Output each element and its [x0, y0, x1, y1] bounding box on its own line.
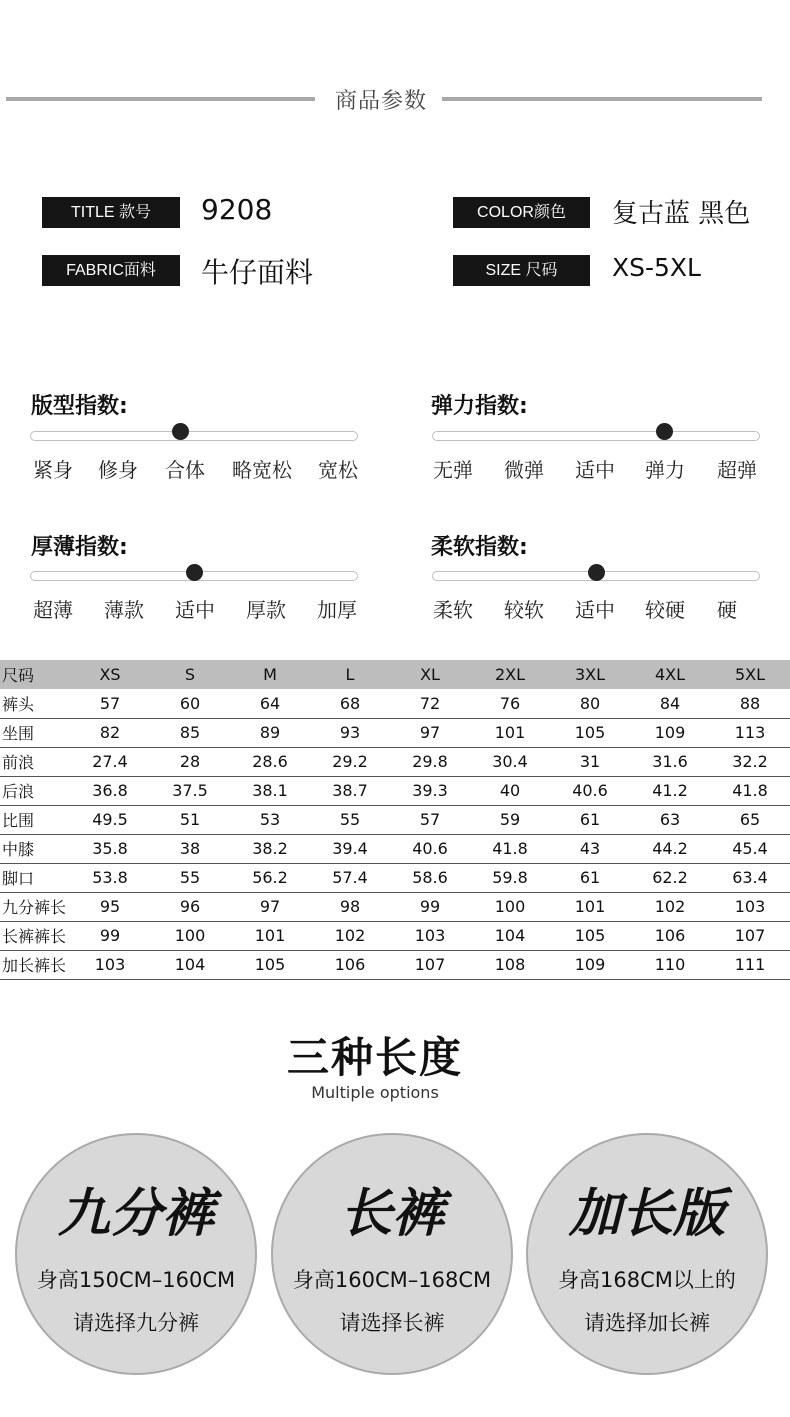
size-cell: 56.2	[230, 863, 310, 892]
stretch-option: 适中	[575, 458, 615, 482]
stretch-index-track	[432, 431, 760, 441]
thickness-option: 厚款	[246, 598, 286, 622]
size-cell: 96	[150, 892, 230, 921]
lengths-subtitle: Multiple options	[311, 1083, 439, 1102]
size-cell: 35.8	[70, 834, 150, 863]
size-cell: 98	[310, 892, 390, 921]
size-cell: 59.8	[470, 863, 550, 892]
size-table-row	[0, 776, 790, 805]
length-option-name: 九分裤	[57, 1184, 214, 1244]
thickness-option: 加厚	[317, 598, 357, 622]
size-header-cell: S	[150, 660, 230, 689]
size-cell: 30.4	[470, 747, 550, 776]
size-cell: 39.4	[310, 834, 390, 863]
size-cell: 38.2	[230, 834, 310, 863]
size-cell: 100	[150, 921, 230, 950]
size-cell: 101	[230, 921, 310, 950]
size-cell: 32.2	[710, 747, 790, 776]
fit-index-title: 版型指数:	[31, 394, 128, 419]
size-table-row	[0, 950, 790, 979]
size-row-label: 加长裤长	[0, 950, 70, 979]
size-cell: 38.1	[230, 776, 310, 805]
softness-option: 较硬	[645, 598, 685, 622]
size-cell: 39.3	[390, 776, 470, 805]
size-cell: 59	[470, 805, 550, 834]
size-cell: 107	[390, 950, 470, 979]
size-cell: 76	[470, 689, 550, 718]
size-table-row	[0, 805, 790, 834]
size-cell: 28	[150, 747, 230, 776]
size-cell: 105	[550, 718, 630, 747]
fit-option: 宽松	[318, 458, 358, 482]
size-cell: 95	[70, 892, 150, 921]
size-cell: 45.4	[710, 834, 790, 863]
size-cell: 38.7	[310, 776, 390, 805]
size-cell: 99	[390, 892, 470, 921]
size-cell: 109	[630, 718, 710, 747]
size-value: XS-5XL	[612, 253, 701, 282]
fit-index-track	[30, 431, 358, 441]
size-cell: 40.6	[550, 776, 630, 805]
size-cell: 41.8	[710, 776, 790, 805]
title-label: TITLE 款号	[42, 197, 180, 228]
size-cell: 103	[70, 950, 150, 979]
size-cell: 29.8	[390, 747, 470, 776]
fit-option: 合体	[165, 458, 205, 482]
size-cell: 57.4	[310, 863, 390, 892]
size-cell: 105	[230, 950, 310, 979]
size-header-cell: 2XL	[470, 660, 550, 689]
thickness-option: 适中	[175, 598, 215, 622]
length-option-regular[interactable]	[271, 1133, 513, 1375]
size-cell: 41.8	[470, 834, 550, 863]
size-cell: 37.5	[150, 776, 230, 805]
length-option-advice: 请选择加长裤	[584, 1311, 710, 1335]
title-value: 9208	[201, 193, 273, 226]
size-row-label: 比围	[0, 805, 70, 834]
size-cell: 41.2	[630, 776, 710, 805]
size-cell: 51	[150, 805, 230, 834]
size-cell: 40	[470, 776, 550, 805]
size-cell: 61	[550, 805, 630, 834]
size-cell: 103	[390, 921, 470, 950]
size-cell: 105	[550, 921, 630, 950]
size-cell: 40.6	[390, 834, 470, 863]
size-cell: 58.6	[390, 863, 470, 892]
softness-index-knob	[588, 564, 605, 581]
size-cell: 61	[550, 863, 630, 892]
header-divider-right	[442, 97, 762, 101]
size-header-cell: XS	[70, 660, 150, 689]
section-title: 商品参数	[334, 89, 427, 114]
size-cell: 88	[710, 689, 790, 718]
size-cell: 38	[150, 834, 230, 863]
size-cell: 106	[310, 950, 390, 979]
stretch-option: 超弹	[717, 458, 757, 482]
size-row-label: 后浪	[0, 776, 70, 805]
size-cell: 89	[230, 718, 310, 747]
stretch-option: 无弹	[433, 458, 473, 482]
stretch-option: 弹力	[645, 458, 685, 482]
size-row-label: 前浪	[0, 747, 70, 776]
size-table-row	[0, 689, 790, 718]
softness-option: 硬	[717, 598, 737, 622]
size-cell: 100	[470, 892, 550, 921]
fit-option: 修身	[98, 458, 138, 482]
length-option-name: 加长版	[568, 1184, 725, 1244]
thickness-option: 超薄	[33, 598, 73, 622]
size-cell: 44.2	[630, 834, 710, 863]
length-option-name: 长裤	[339, 1184, 444, 1244]
thickness-index-title: 厚薄指数:	[31, 535, 128, 560]
softness-option: 柔软	[433, 598, 473, 622]
header-divider-left	[6, 97, 315, 101]
size-header-cell: XL	[390, 660, 470, 689]
size-cell: 111	[710, 950, 790, 979]
size-header-cell: L	[310, 660, 390, 689]
size-cell: 60	[150, 689, 230, 718]
length-option-extra-long[interactable]	[526, 1133, 768, 1375]
length-option-advice: 请选择九分裤	[73, 1311, 199, 1335]
softness-index-title: 柔软指数:	[431, 535, 528, 560]
size-cell: 28.6	[230, 747, 310, 776]
size-cell: 55	[310, 805, 390, 834]
thickness-option: 薄款	[104, 598, 144, 622]
size-cell: 65	[710, 805, 790, 834]
size-table-row	[0, 863, 790, 892]
size-cell: 62.2	[630, 863, 710, 892]
size-cell: 68	[310, 689, 390, 718]
size-cell: 110	[630, 950, 710, 979]
size-cell: 31	[550, 747, 630, 776]
size-table-header-row	[0, 660, 790, 689]
length-option-cropped[interactable]	[15, 1133, 257, 1375]
size-cell: 101	[470, 718, 550, 747]
size-row-label: 中膝	[0, 834, 70, 863]
fabric-value: 牛仔面料	[201, 256, 314, 289]
size-label: SIZE 尺码	[453, 255, 590, 286]
size-cell: 102	[630, 892, 710, 921]
size-header-cell: 3XL	[550, 660, 630, 689]
size-cell: 106	[630, 921, 710, 950]
size-header-cell: 尺码	[0, 660, 70, 689]
size-cell: 97	[390, 718, 470, 747]
size-cell: 31.6	[630, 747, 710, 776]
size-table	[0, 660, 790, 980]
size-cell: 93	[310, 718, 390, 747]
size-cell: 104	[150, 950, 230, 979]
size-cell: 80	[550, 689, 630, 718]
fit-option: 略宽松	[232, 458, 292, 482]
length-option-height: 身高150CM–160CM	[36, 1268, 236, 1292]
size-table-row	[0, 747, 790, 776]
color-value: 复古蓝 黑色	[612, 199, 751, 229]
size-cell: 55	[150, 863, 230, 892]
size-cell: 49.5	[70, 805, 150, 834]
size-cell: 64	[230, 689, 310, 718]
lengths-title: 三种长度	[286, 1033, 463, 1082]
length-option-height: 身高160CM–168CM	[292, 1268, 492, 1292]
size-cell: 109	[550, 950, 630, 979]
size-table-row	[0, 718, 790, 747]
size-cell: 36.8	[70, 776, 150, 805]
size-cell: 104	[470, 921, 550, 950]
stretch-option: 微弹	[504, 458, 544, 482]
size-cell: 99	[70, 921, 150, 950]
size-header-cell: 5XL	[710, 660, 790, 689]
size-cell: 63.4	[710, 863, 790, 892]
size-cell: 57	[390, 805, 470, 834]
size-table-row	[0, 892, 790, 921]
size-cell: 82	[70, 718, 150, 747]
length-option-advice: 请选择长裤	[339, 1311, 445, 1335]
size-cell: 107	[710, 921, 790, 950]
size-cell: 72	[390, 689, 470, 718]
size-cell: 103	[710, 892, 790, 921]
size-row-label: 裤头	[0, 689, 70, 718]
size-cell: 101	[550, 892, 630, 921]
size-cell: 29.2	[310, 747, 390, 776]
size-cell: 53.8	[70, 863, 150, 892]
size-header-cell: M	[230, 660, 310, 689]
size-cell: 97	[230, 892, 310, 921]
size-cell: 57	[70, 689, 150, 718]
softness-option: 适中	[575, 598, 615, 622]
size-cell: 85	[150, 718, 230, 747]
size-cell: 27.4	[70, 747, 150, 776]
size-table-row	[0, 834, 790, 863]
size-cell: 43	[550, 834, 630, 863]
length-option-height: 身高168CM以上的	[558, 1268, 736, 1292]
fabric-label: FABRIC面料	[42, 255, 180, 286]
size-row-label: 九分裤长	[0, 892, 70, 921]
size-cell: 108	[470, 950, 550, 979]
size-row-label: 长裤裤长	[0, 921, 70, 950]
thickness-index-knob	[186, 564, 203, 581]
fit-option: 紧身	[33, 458, 73, 482]
stretch-index-title: 弹力指数:	[431, 394, 528, 419]
size-cell: 102	[310, 921, 390, 950]
size-row-label: 坐围	[0, 718, 70, 747]
size-cell: 63	[630, 805, 710, 834]
color-label: COLOR颜色	[453, 197, 590, 228]
size-cell: 84	[630, 689, 710, 718]
softness-option: 较软	[504, 598, 544, 622]
size-cell: 113	[710, 718, 790, 747]
size-row-label: 脚口	[0, 863, 70, 892]
size-cell: 53	[230, 805, 310, 834]
size-header-cell: 4XL	[630, 660, 710, 689]
size-table-row	[0, 921, 790, 950]
